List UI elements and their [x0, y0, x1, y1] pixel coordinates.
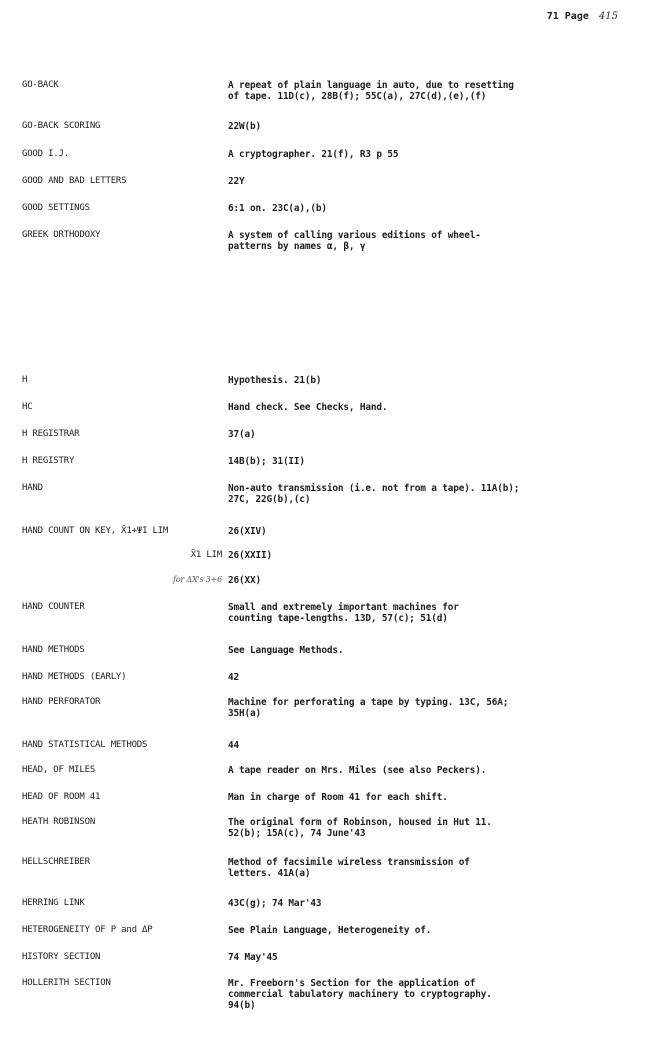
glossary-definition: Man in charge of Room 41 for each shift. — [228, 792, 448, 803]
glossary-definition: 22Y — [228, 176, 245, 187]
glossary-definition: A repeat of plain language in auto, due to resetting of tape. 11D(c), 28B(f); 55C(a), 27C(d),(e),(f) — [228, 80, 514, 102]
glossary-definition: 26(XIV) — [228, 526, 267, 537]
glossary-term: HAND COUNTER — [22, 602, 85, 612]
glossary-term: HAND METHODS (EARLY) — [22, 672, 127, 682]
handwritten-page-number: 415 — [598, 11, 618, 22]
glossary-definition: 44 — [228, 740, 239, 751]
glossary-term: for ΔX's 3+6 — [173, 575, 222, 584]
glossary-term: HAND COUNT ON KEY, X̄1+Ψ̄1 LIM — [22, 526, 169, 536]
glossary-definition: The original form of Robinson, housed in Hut 11. 52(b); 15A(c), 74 June'43 — [228, 817, 492, 839]
glossary-definition: 26(XXII) — [228, 550, 272, 561]
glossary-definition: 43C(g); 74 Mar'43 — [228, 898, 322, 909]
glossary-term: H REGISTRAR — [22, 429, 80, 439]
glossary-term: HAND METHODS — [22, 645, 85, 655]
glossary-term: H REGISTRY — [22, 456, 75, 466]
glossary-definition: See Plain Language, Heterogeneity of. — [228, 925, 432, 936]
glossary-definition: 6:1 on. 23C(a),(b) — [228, 203, 327, 214]
glossary-term: HELLSCHREIBER — [22, 857, 90, 867]
glossary-term: X̄1 LIM — [190, 550, 222, 560]
glossary-term: HAND — [22, 483, 43, 493]
glossary-term: HEATH ROBINSON — [22, 817, 96, 827]
glossary-term: HAND STATISTICAL METHODS — [22, 740, 148, 750]
glossary-term: GREEK ORTHODOXY — [22, 230, 101, 240]
glossary-definition: 42 — [228, 672, 239, 683]
glossary-term: HISTORY SECTION — [22, 952, 101, 962]
glossary-term: HEAD, OF MILES — [22, 765, 96, 775]
glossary-definition: A tape reader on Mrs. Miles (see also Peckers). — [228, 765, 487, 776]
glossary-term: H — [22, 375, 28, 385]
page-header — [547, 11, 618, 22]
glossary-definition: 37(a) — [228, 429, 256, 440]
glossary-definition: Hypothesis. 21(b) — [228, 375, 322, 386]
glossary-definition: 26(XX) — [228, 575, 261, 586]
glossary-definition: A system of calling various editions of wheel- patterns by names α, β, γ — [228, 230, 481, 252]
glossary-definition: Small and extremely important machines for counting tape-lengths. 13D, 57(c); 51(d) — [228, 602, 459, 624]
glossary-term: HETEROGENEITY OF P and ΔP — [22, 925, 153, 935]
glossary-term: GOOD SETTINGS — [22, 203, 90, 213]
glossary-definition: Non-auto transmission (i.e. not from a tape). 11A(b); 27C, 22G(b),(c) — [228, 483, 520, 505]
glossary-term: HOLLERITH SECTION — [22, 978, 111, 988]
glossary-term: HAND PERFORATOR — [22, 697, 101, 707]
glossary-term: GO-BACK — [22, 80, 59, 90]
glossary-definition: See Language Methods. — [228, 645, 344, 656]
glossary-definition: 74 May'45 — [228, 952, 278, 963]
glossary-term: HEAD OF ROOM 41 — [22, 792, 101, 802]
glossary-definition: Machine for perforating a tape by typing. 13C, 56A; 35H(a) — [228, 697, 509, 719]
glossary-definition: 14B(b); 31(II) — [228, 456, 305, 467]
glossary-definition: A cryptographer. 21(f), R3 p 55 — [228, 149, 399, 160]
glossary-definition: 22W(b) — [228, 121, 261, 132]
glossary-definition: Mr. Freeborn's Section for the application of commercial tabulatory machinery to cryptography. 94(b) — [228, 978, 492, 1011]
glossary-term: GOOD AND BAD LETTERS — [22, 176, 127, 186]
glossary-term: HC — [22, 402, 33, 412]
page-number: 71 — [546, 11, 559, 22]
glossary-definition: Method of facsimile wireless transmission of letters. 41A(a) — [228, 857, 470, 879]
glossary-term: HERRING LINK — [22, 898, 85, 908]
page-label: Page — [564, 11, 589, 22]
glossary-term: GOOD I.J. — [22, 149, 69, 159]
glossary-definition: Hand check. See Checks, Hand. — [228, 402, 388, 413]
glossary-term: GO-BACK SCORING — [22, 121, 101, 131]
